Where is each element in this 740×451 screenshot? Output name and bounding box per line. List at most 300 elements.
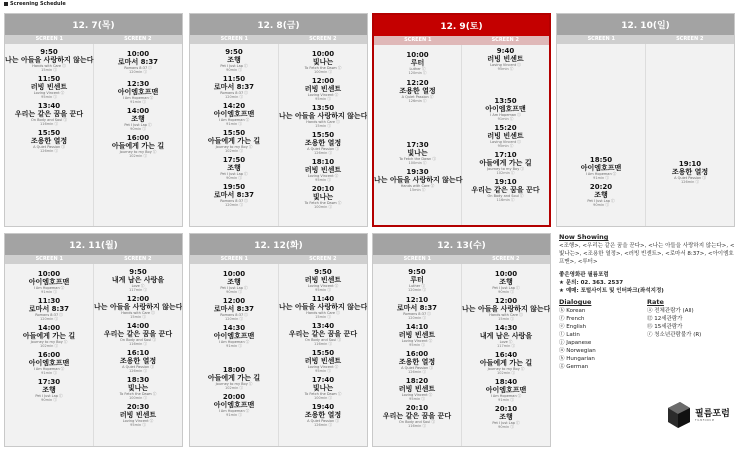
film-english-title: Romans 8:37 ⓘ: [220, 313, 248, 317]
screen-1-column: [374, 45, 462, 227]
showtime-item[interactable]: [94, 268, 182, 294]
day-panel: [189, 233, 368, 447]
showtime-item[interactable]: [374, 51, 461, 77]
film-runtime: 120min ⓘ: [40, 317, 58, 321]
film-english-title: Hands with Care ⓘ: [306, 311, 340, 315]
showtime-item[interactable]: [462, 178, 549, 204]
screen-2-column: [462, 264, 550, 447]
film-title: 러빙 빈센트: [304, 276, 342, 284]
showtime-item[interactable]: [94, 376, 182, 402]
film-title: 조행: [227, 278, 241, 286]
film-runtime: 120min ⓘ: [408, 316, 426, 320]
screen-2-column: [94, 264, 182, 447]
film-title: 조행: [499, 413, 513, 421]
film-english-title: Loving Vincent ⓘ: [490, 63, 521, 67]
showtime-time: 20:10: [494, 405, 518, 413]
film-runtime: 120min ⓘ: [225, 203, 243, 207]
showtime-time: 19:10: [494, 178, 517, 186]
film-title: 아이엠호프맨: [213, 401, 255, 409]
screen-header: [374, 36, 549, 45]
showtime-item[interactable]: [5, 270, 93, 296]
screen-header: [373, 255, 550, 264]
showtime-item[interactable]: [557, 156, 645, 182]
showtime-time: 12:30: [126, 80, 150, 88]
showtime-time: 12:00: [126, 295, 150, 303]
film-title: 아이엠호프맨: [580, 164, 622, 172]
film-runtime: 91min ⓘ: [226, 413, 242, 417]
film-title: 로마서 8:37: [117, 58, 159, 66]
showtime-time: 18:10: [311, 158, 335, 166]
film-title: 조용한 열정: [30, 137, 68, 145]
screen-label: SCREEN 2: [309, 36, 337, 42]
showtime-item[interactable]: [94, 349, 182, 375]
now-showing-heading: Now Showing: [559, 233, 609, 241]
contact-title: 좋은영화관 필름포럼: [559, 272, 609, 278]
screen-header: [557, 35, 734, 44]
film-english-title: I Am Hopeman ⓘ: [122, 96, 154, 100]
showtime-time: 9:50: [225, 48, 243, 56]
film-runtime: 126min ⓘ: [314, 423, 332, 427]
film-english-title: To Fetch the Dawn ⓘ: [304, 66, 342, 70]
screen-header: [190, 35, 367, 44]
film-title: 로마서 8:37: [213, 83, 255, 91]
film-title: 나는 아들을 사랑하지 않는다: [5, 56, 94, 64]
showtime-time: 10:00: [406, 51, 429, 59]
film-runtime: 95min ⓘ: [130, 423, 146, 427]
day-heading: 12. 8(금): [190, 14, 367, 35]
film-runtime: 100min ⓘ: [129, 396, 147, 400]
showtime-item[interactable]: [94, 80, 182, 106]
film-title: 조용한 열정: [399, 87, 436, 95]
showtime-item[interactable]: [373, 350, 461, 376]
film-english-title: Journey to my Boy ⓘ: [30, 340, 68, 344]
film-runtime: 120min ⓘ: [408, 71, 427, 75]
showtime-time: 9:50: [40, 48, 58, 56]
showtime-item[interactable]: [5, 129, 93, 155]
film-english-title: Hands with Care ⓘ: [489, 313, 523, 317]
showtime-item[interactable]: [190, 393, 278, 419]
film-title: 러빙 빈센트: [398, 385, 436, 393]
film-english-title: To Fetch the Dawn ⓘ: [304, 392, 342, 396]
film-title: 아들에게 가는 길: [207, 137, 261, 145]
showtime-time: 13:50: [311, 104, 335, 112]
rate-item: ⑫ 12세관람가: [647, 316, 683, 322]
film-title: 조행: [131, 115, 145, 123]
showtime-item[interactable]: [462, 324, 550, 350]
film-title: 조행: [594, 191, 608, 199]
film-runtime: 117min ⓘ: [497, 344, 515, 348]
film-runtime: 90min ⓘ: [130, 127, 146, 131]
showtime-time: 20:10: [405, 404, 429, 412]
day-panel: [372, 13, 551, 227]
showtime-item[interactable]: [279, 104, 367, 130]
film-runtime: 95min ⓘ: [315, 369, 331, 373]
film-title: 아이엠호프맨: [485, 386, 527, 394]
film-english-title: Luther ⓘ: [409, 67, 426, 71]
film-title: 우리는 같은 꿈을 꾼다: [471, 186, 540, 194]
screen-header: [190, 255, 367, 264]
film-english-title: I Am Hopeman ⓘ: [218, 340, 250, 344]
film-english-title: To Fetch the Dawn ⓘ: [304, 201, 342, 205]
film-runtime: 95min ⓘ: [409, 397, 425, 401]
film-title: 러빙 빈센트: [304, 166, 342, 174]
film-runtime: 120min ⓘ: [225, 317, 243, 321]
showtime-item[interactable]: [190, 129, 278, 155]
filmforum-logo-icon: [666, 400, 692, 430]
film-runtime: 91min ⓘ: [593, 176, 609, 180]
logo-name: 필름포럼: [695, 408, 730, 419]
film-runtime: 116min ⓘ: [129, 342, 147, 346]
showtime-item[interactable]: [557, 183, 645, 209]
film-runtime: 120min ⓘ: [408, 288, 426, 292]
film-runtime: 95min ⓘ: [409, 343, 425, 347]
showtime-item[interactable]: [462, 405, 550, 431]
page-title-text: Screening Schedule: [10, 1, 66, 7]
showtime-item[interactable]: [94, 50, 182, 76]
showtime-time: 12:00: [222, 297, 246, 305]
dialogue-legend: [559, 298, 647, 371]
showtime-item[interactable]: [279, 349, 367, 375]
showtime-item[interactable]: [94, 295, 182, 321]
screen-label: SCREEN 2: [676, 36, 704, 42]
showtime-time: 11:30: [37, 297, 61, 305]
showtime-item[interactable]: [374, 79, 461, 105]
showtime-item[interactable]: [5, 48, 93, 74]
screen-label: SCREEN 1: [35, 256, 63, 262]
film-english-title: I Am Hopeman ⓘ: [33, 367, 65, 371]
showtime-item[interactable]: [462, 151, 549, 177]
film-english-title: Loving Vincent ⓘ: [122, 419, 154, 423]
dialogue-item: ⓖ German: [559, 364, 589, 370]
film-runtime: 90min ⓘ: [226, 68, 242, 72]
film-english-title: Loving Vincent ⓘ: [401, 339, 433, 343]
showtime-time: 14:30: [222, 324, 246, 332]
dialogue-item: ⓕ French: [559, 316, 585, 322]
showtime-item[interactable]: [5, 75, 93, 101]
showtime-time: 17:10: [494, 151, 517, 159]
showtime-item[interactable]: [279, 77, 367, 103]
showtime-time: 19:10: [678, 160, 702, 168]
contact-phone: ★ 문의: 02. 363. 2537: [559, 280, 624, 286]
screens-area: [5, 264, 182, 447]
film-title: 아이엠호프맨: [213, 110, 255, 118]
day-heading: 12. 13(수): [373, 234, 550, 255]
film-runtime: 100min ⓘ: [314, 396, 332, 400]
screen-label: SCREEN 2: [124, 256, 152, 262]
film-english-title: On Body and Soul ⓘ: [487, 194, 524, 198]
showtime-item[interactable]: [462, 270, 550, 296]
film-runtime: 120min ⓘ: [129, 70, 147, 74]
film-runtime: 126min ⓘ: [314, 151, 332, 155]
showtime-item[interactable]: [190, 324, 278, 350]
showtime-item[interactable]: [373, 404, 461, 430]
film-title: 조용한 열정: [671, 168, 709, 176]
showtime-time: 12:20: [406, 79, 429, 87]
showtime-time: 14:00: [126, 322, 150, 330]
film-runtime: 90min ⓘ: [498, 290, 514, 294]
rate-item: ⓡ 청소년관람불가 (R): [647, 332, 702, 338]
showtime-item[interactable]: [5, 102, 93, 128]
film-english-title: Loving Vincent ⓘ: [307, 284, 339, 288]
film-english-title: A Quiet Passion ⓘ: [674, 176, 706, 180]
film-title: 조행: [227, 164, 241, 172]
showtime-item[interactable]: [373, 296, 461, 322]
film-english-title: On Body and Soul ⓘ: [305, 338, 341, 342]
film-english-title: A Quiet Passion ⓘ: [401, 95, 434, 99]
film-runtime: 90min ⓘ: [226, 290, 242, 294]
showtime-item[interactable]: [462, 97, 549, 123]
film-english-title: A Quiet Passion ⓘ: [307, 419, 339, 423]
screen-label: SCREEN 1: [220, 36, 248, 42]
film-runtime: 15min ⓘ: [315, 315, 331, 319]
showtime-item[interactable]: [190, 102, 278, 128]
film-title: 나는 아들을 사랑하지 않는다: [279, 112, 368, 120]
screen-1-column: [190, 264, 279, 447]
screen-label: SCREEN 1: [587, 36, 615, 42]
film-english-title: Pet I Just Lap ⓘ: [220, 64, 248, 68]
screen-label: SCREEN 2: [309, 256, 337, 262]
film-english-title: I Am Hopeman ⓘ: [490, 113, 521, 117]
film-runtime: 95min ⓘ: [41, 95, 57, 99]
showtime-time: 16:00: [126, 134, 150, 142]
filmforum-logo: [666, 395, 736, 435]
showtime-item[interactable]: [373, 268, 461, 294]
showtime-time: 10:00: [126, 50, 150, 58]
showtime-time: 9:50: [129, 268, 147, 276]
film-title: 로마서 8:37: [213, 191, 255, 199]
screen-label: SCREEN 1: [35, 36, 63, 42]
film-runtime: 126min ⓘ: [681, 180, 699, 184]
showtime-time: 14:00: [37, 324, 61, 332]
film-runtime: 102min ⓘ: [225, 149, 243, 153]
film-title: 빛나는: [312, 58, 334, 66]
film-title: 아들에게 가는 길: [479, 159, 532, 167]
film-runtime: 100min ⓘ: [314, 70, 332, 74]
film-runtime: 100min ⓘ: [408, 161, 427, 165]
now-showing-text: <조행>, <우리는 같은 꿈을 꾼다>, <나는 아들을 사랑하지 않는다>, <빛나는>, <조용한 열정>, <러빙 빈센트>, <로마서 8:37>, <아이엠호프맨>, <루터>: [559, 243, 735, 265]
info-panel: [559, 233, 735, 371]
showtime-item[interactable]: [279, 403, 367, 429]
title-bullet-icon: [4, 2, 8, 6]
showtime-item[interactable]: [94, 107, 182, 133]
showtime-item[interactable]: [462, 47, 549, 73]
showtime-item[interactable]: [462, 378, 550, 404]
showtime-time: 12:00: [494, 297, 518, 305]
film-english-title: Hands with Care ⓘ: [32, 64, 66, 68]
screen-1-column: [5, 264, 94, 447]
screen-1-column: [5, 44, 94, 227]
screens-area: [557, 44, 734, 227]
film-title: 나는 아들을 사랑하지 않는다: [462, 305, 551, 313]
showtime-item[interactable]: [646, 160, 734, 186]
showtime-time: 19:40: [311, 403, 335, 411]
film-title: 로마서 8:37: [213, 305, 255, 313]
dialogue-item: ⓝ Norwegian: [559, 348, 596, 354]
film-title: 러빙 빈센트: [304, 85, 342, 93]
showtime-item[interactable]: [190, 270, 278, 296]
film-english-title: Loving Vincent ⓘ: [401, 393, 433, 397]
screen-header: [5, 35, 182, 44]
film-title: 우리는 같은 꿈을 꾼다: [14, 110, 84, 118]
film-runtime: 126min ⓘ: [408, 370, 426, 374]
showtime-item[interactable]: [279, 158, 367, 184]
film-english-title: Romans 8:37 ⓘ: [220, 199, 248, 203]
showtime-item[interactable]: [373, 377, 461, 403]
day-panel: [189, 13, 368, 227]
showtime-time: 18:20: [405, 377, 429, 385]
rate-item: ⓐ 전체관람가 (All): [647, 308, 694, 314]
film-english-title: Pet I Just Lap ⓘ: [220, 172, 248, 176]
film-english-title: Pet I Just Lap ⓘ: [587, 199, 615, 203]
film-runtime: 117min ⓘ: [129, 288, 147, 292]
day-heading: 12. 11(월): [5, 234, 182, 255]
film-title: 빛나는: [127, 384, 149, 392]
showtime-item[interactable]: [279, 185, 367, 211]
showtime-item[interactable]: [94, 403, 182, 429]
screen-label: SCREEN 1: [404, 37, 432, 43]
film-english-title: Loving Vincent ⓘ: [307, 93, 339, 97]
film-english-title: Loving Vincent ⓘ: [307, 174, 339, 178]
showtime-item[interactable]: [462, 351, 550, 377]
screens-area: [374, 45, 549, 227]
showtime-item[interactable]: [279, 268, 367, 294]
film-title: 러빙 빈센트: [30, 83, 68, 91]
film-title: 러빙 빈센트: [398, 331, 436, 339]
screen-2-column: [462, 45, 549, 227]
showtime-time: 12:00: [311, 77, 335, 85]
screens-area: [190, 264, 367, 447]
showtime-time: 19:30: [406, 168, 429, 176]
film-runtime: 90min ⓘ: [593, 203, 609, 207]
showtime-item[interactable]: [94, 134, 182, 160]
screen-label: SCREEN 2: [124, 36, 152, 42]
screen-2-column: [279, 264, 367, 447]
showtime-time: 14:20: [222, 102, 246, 110]
day-panel: [372, 233, 551, 447]
showtime-item[interactable]: [374, 141, 461, 167]
showtime-time: 19:50: [222, 183, 246, 191]
film-english-title: Pet I Just Lap ⓘ: [124, 123, 152, 127]
showtime-item[interactable]: [373, 323, 461, 349]
showtime-time: 14:30: [494, 324, 518, 332]
film-title: 조용한 열정: [119, 357, 157, 365]
day-heading: 12. 9(토): [374, 15, 549, 36]
showtime-time: 14:10: [405, 323, 429, 331]
film-runtime: 116min ⓘ: [408, 424, 426, 428]
showtime-time: 13:50: [494, 97, 517, 105]
film-title: 나는 아들을 사랑하지 않는다: [279, 303, 368, 311]
film-title: 아이엠호프맨: [28, 359, 70, 367]
film-english-title: On Body and Soul ⓘ: [120, 338, 156, 342]
film-title: 아들에게 가는 길: [111, 142, 165, 150]
film-runtime: 116min ⓘ: [40, 122, 58, 126]
showtime-item[interactable]: [190, 156, 278, 182]
showtime-time: 10:00: [494, 270, 518, 278]
showtime-item[interactable]: [279, 50, 367, 76]
showtime-time: 20:30: [126, 403, 150, 411]
showtime-item[interactable]: [190, 297, 278, 323]
dialogue-item: ⓗ Hungarian: [559, 356, 595, 362]
showtime-item[interactable]: [374, 168, 461, 194]
showtime-item[interactable]: [94, 322, 182, 348]
showtime-item[interactable]: [279, 376, 367, 402]
showtime-item[interactable]: [279, 295, 367, 321]
film-title: 아이엠호프맨: [485, 105, 526, 113]
film-english-title: I Am Hopeman ⓘ: [490, 394, 522, 398]
showtime-item[interactable]: [279, 131, 367, 157]
showtime-time: 11:40: [311, 295, 335, 303]
film-runtime: 95min ⓘ: [315, 178, 331, 182]
film-runtime: 91min ⓘ: [498, 398, 514, 402]
dialogue-item: ⓚ Korean: [559, 308, 586, 314]
film-title: 조행: [499, 278, 513, 286]
showtime-item[interactable]: [5, 297, 93, 323]
film-english-title: A Quiet Passion ⓘ: [401, 366, 433, 370]
showtime-time: 17:40: [311, 376, 335, 384]
film-title: 내게 남은 사랑을: [111, 276, 165, 284]
showtime-time: 11:50: [37, 75, 61, 83]
film-english-title: Hands with Care ⓘ: [306, 120, 340, 124]
film-english-title: To Fetch the Dawn ⓘ: [119, 392, 157, 396]
film-english-title: Journey to my Boy ⓘ: [487, 167, 524, 171]
showtime-time: 14:00: [126, 107, 150, 115]
showtime-time: 11:50: [222, 75, 246, 83]
film-english-title: Hands with Care ⓘ: [400, 184, 435, 188]
film-title: 우리는 같은 꿈을 꾼다: [288, 330, 358, 338]
film-runtime: 90min ⓘ: [226, 176, 242, 180]
film-title: 러빙 빈센트: [487, 55, 524, 63]
film-english-title: Romans 8:37 ⓘ: [124, 66, 152, 70]
showtime-item[interactable]: [5, 378, 93, 404]
film-runtime: 91min ⓘ: [41, 371, 57, 375]
film-english-title: Loving Vincent ⓘ: [490, 140, 521, 144]
rate-heading: Rate: [647, 298, 664, 306]
film-title: 루터: [410, 276, 424, 284]
film-english-title: I Am Hopeman ⓘ: [33, 286, 65, 290]
showtime-time: 18:50: [589, 156, 613, 164]
film-english-title: Love ⓘ: [499, 340, 513, 344]
showtime-time: 10:00: [37, 270, 61, 278]
showtime-item[interactable]: [5, 351, 93, 377]
film-runtime: 15min ⓘ: [498, 317, 514, 321]
screen-2-column: [646, 44, 734, 227]
film-english-title: Journey to my Boy ⓘ: [487, 367, 525, 371]
day-panel: [4, 233, 183, 447]
showtime-item[interactable]: [462, 297, 550, 323]
film-runtime: 102min ⓘ: [497, 371, 515, 375]
contact-booking: ★ 예매: 포털사이트 및 인터파크(좌석지정): [559, 288, 664, 294]
showtime-item[interactable]: [279, 322, 367, 348]
film-runtime: 102min ⓘ: [496, 171, 515, 175]
showtime-item[interactable]: [190, 75, 278, 101]
film-english-title: Journey to my Boy ⓘ: [119, 150, 157, 154]
screen-header: [5, 255, 182, 264]
film-title: 빛나는: [312, 193, 334, 201]
film-title: 아들에게 가는 길: [207, 374, 261, 382]
showtime-item[interactable]: [5, 324, 93, 350]
showtime-item[interactable]: [190, 183, 278, 209]
showtime-item[interactable]: [190, 366, 278, 392]
day-panel: [4, 13, 183, 227]
showtime-item[interactable]: [462, 124, 549, 150]
showtime-time: 15:50: [37, 129, 61, 137]
film-runtime: 90min ⓘ: [498, 425, 514, 429]
showtime-time: 18:30: [126, 376, 150, 384]
rate-legend: [647, 298, 735, 371]
film-english-title: Hands with Care ⓘ: [121, 311, 155, 315]
film-runtime: 126min ⓘ: [40, 149, 58, 153]
showtime-item[interactable]: [190, 48, 278, 74]
